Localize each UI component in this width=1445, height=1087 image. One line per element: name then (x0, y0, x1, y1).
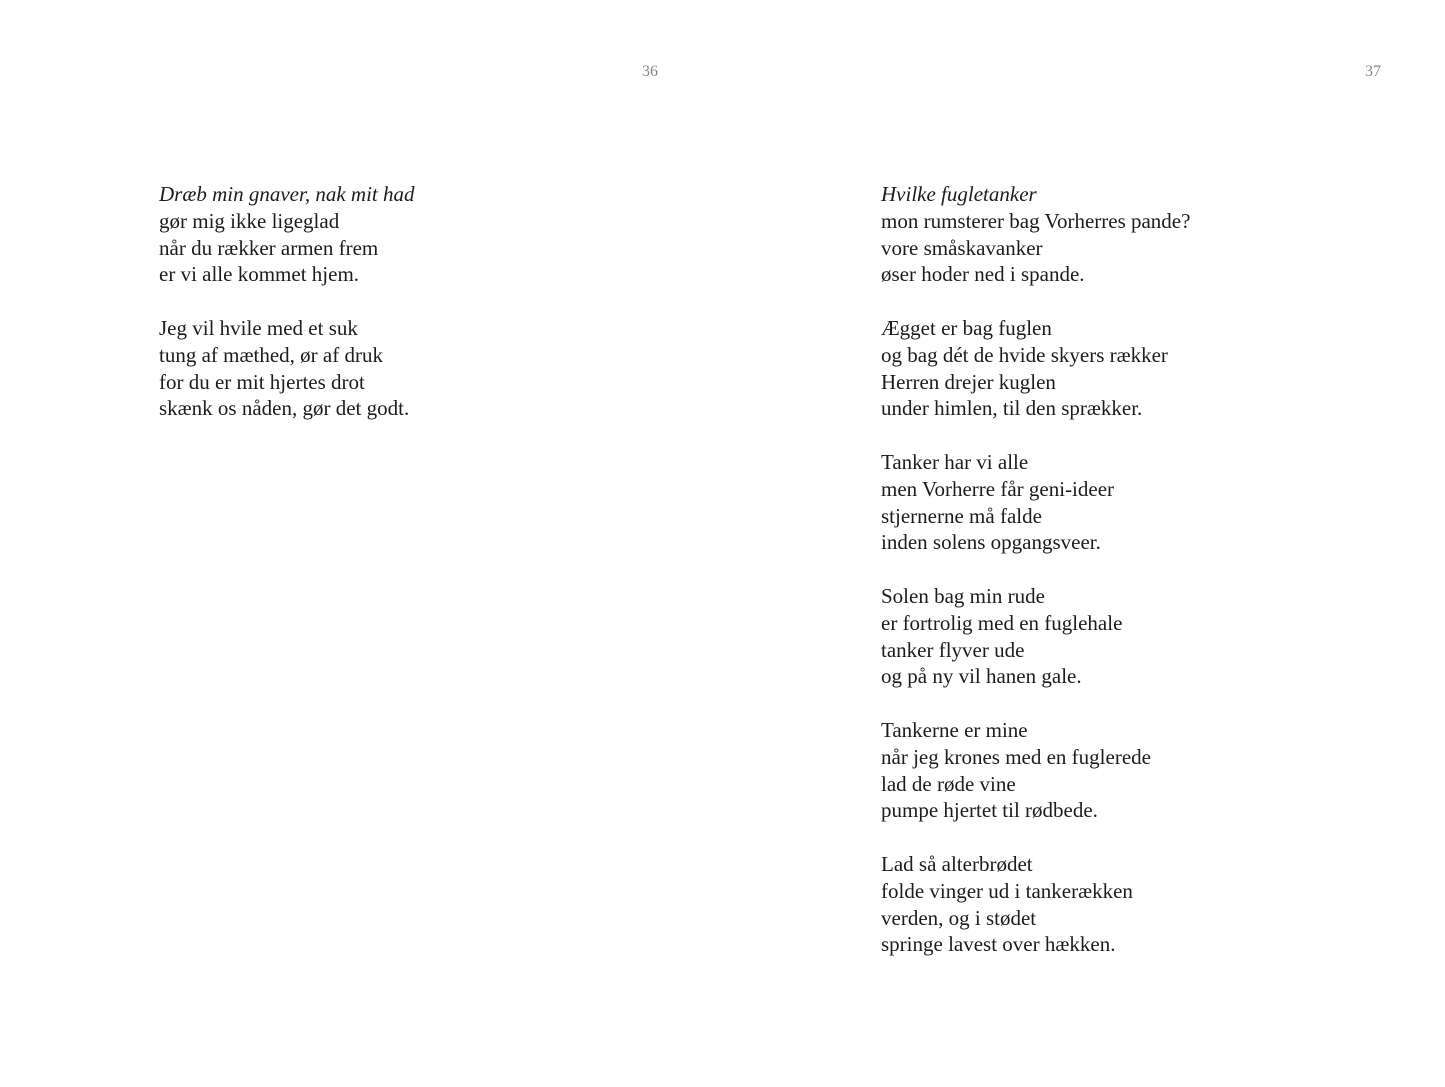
poem-line: pumpe hjertet til rødbede. (881, 798, 1098, 823)
poem-line: under himlen, til den sprækker. (881, 396, 1143, 421)
right-page (722, 0, 1445, 1087)
poem-line: for du er mit hjertes drot (159, 369, 365, 394)
stanza (881, 851, 1190, 958)
poem-line: tanker flyver ude (881, 637, 1025, 662)
poem-left (159, 181, 415, 449)
poem-line: Lad så alterbrødet (881, 851, 1033, 876)
left-page (0, 0, 722, 1087)
poem-first-line: Dræb min gnaver, nak mit had (159, 182, 415, 206)
poem-line: øser hoder ned i spande. (881, 262, 1085, 287)
poem-line: inden solens opgangsveer. (881, 530, 1101, 555)
poem-line: når du rækker armen frem (159, 235, 379, 260)
poem-line: er vi alle kommet hjem. (159, 262, 360, 287)
poem-line: folde vinger ud i tankerækken (881, 878, 1133, 903)
poem-line: skænk os nåden, gør det godt. (159, 396, 410, 421)
stanza (881, 717, 1190, 824)
stanza (881, 315, 1190, 422)
stanza (881, 449, 1190, 556)
poem-first-line: Hvilke fugletanker (881, 182, 1037, 206)
poem-line: tung af mæthed, ør af druk (159, 342, 383, 367)
poem-line: mon rumsterer bag Vorherres pande? (881, 208, 1191, 233)
poem-line: Ægget er bag fuglen (881, 315, 1052, 340)
poem-line: verden, og i stødet (881, 905, 1037, 930)
page-number-right: 37 (1365, 63, 1381, 80)
poem-line: men Vorherre får geni-ideer (881, 476, 1115, 501)
stanza (159, 181, 415, 288)
poem-line: og på ny vil hanen gale. (881, 664, 1082, 689)
poem-line: Jeg vil hvile med et suk (159, 315, 358, 340)
poem-line: og bag dét de hvide skyers rækker (881, 342, 1168, 367)
poem-line: gør mig ikke ligeglad (159, 208, 340, 233)
page-number-left: 36 (642, 63, 658, 80)
poem-line: Tankerne er mine (881, 717, 1028, 742)
poem-line: når jeg krones med en fuglerede (881, 744, 1151, 769)
poem-line: lad de røde vine (881, 771, 1016, 796)
poem-line: springe lavest over hækken. (881, 932, 1116, 957)
poem-right (881, 181, 1190, 985)
poem-line: Tanker har vi alle (881, 449, 1029, 474)
stanza (159, 315, 415, 422)
poem-line: Solen bag min rude (881, 583, 1045, 608)
poem-line: er fortrolig med en fuglehale (881, 610, 1123, 635)
stanza (881, 583, 1190, 690)
poem-line: vore småskavanker (881, 235, 1043, 260)
stanza (881, 181, 1190, 288)
poem-line: Herren drejer kuglen (881, 369, 1056, 394)
poem-line: stjernerne må falde (881, 503, 1042, 528)
